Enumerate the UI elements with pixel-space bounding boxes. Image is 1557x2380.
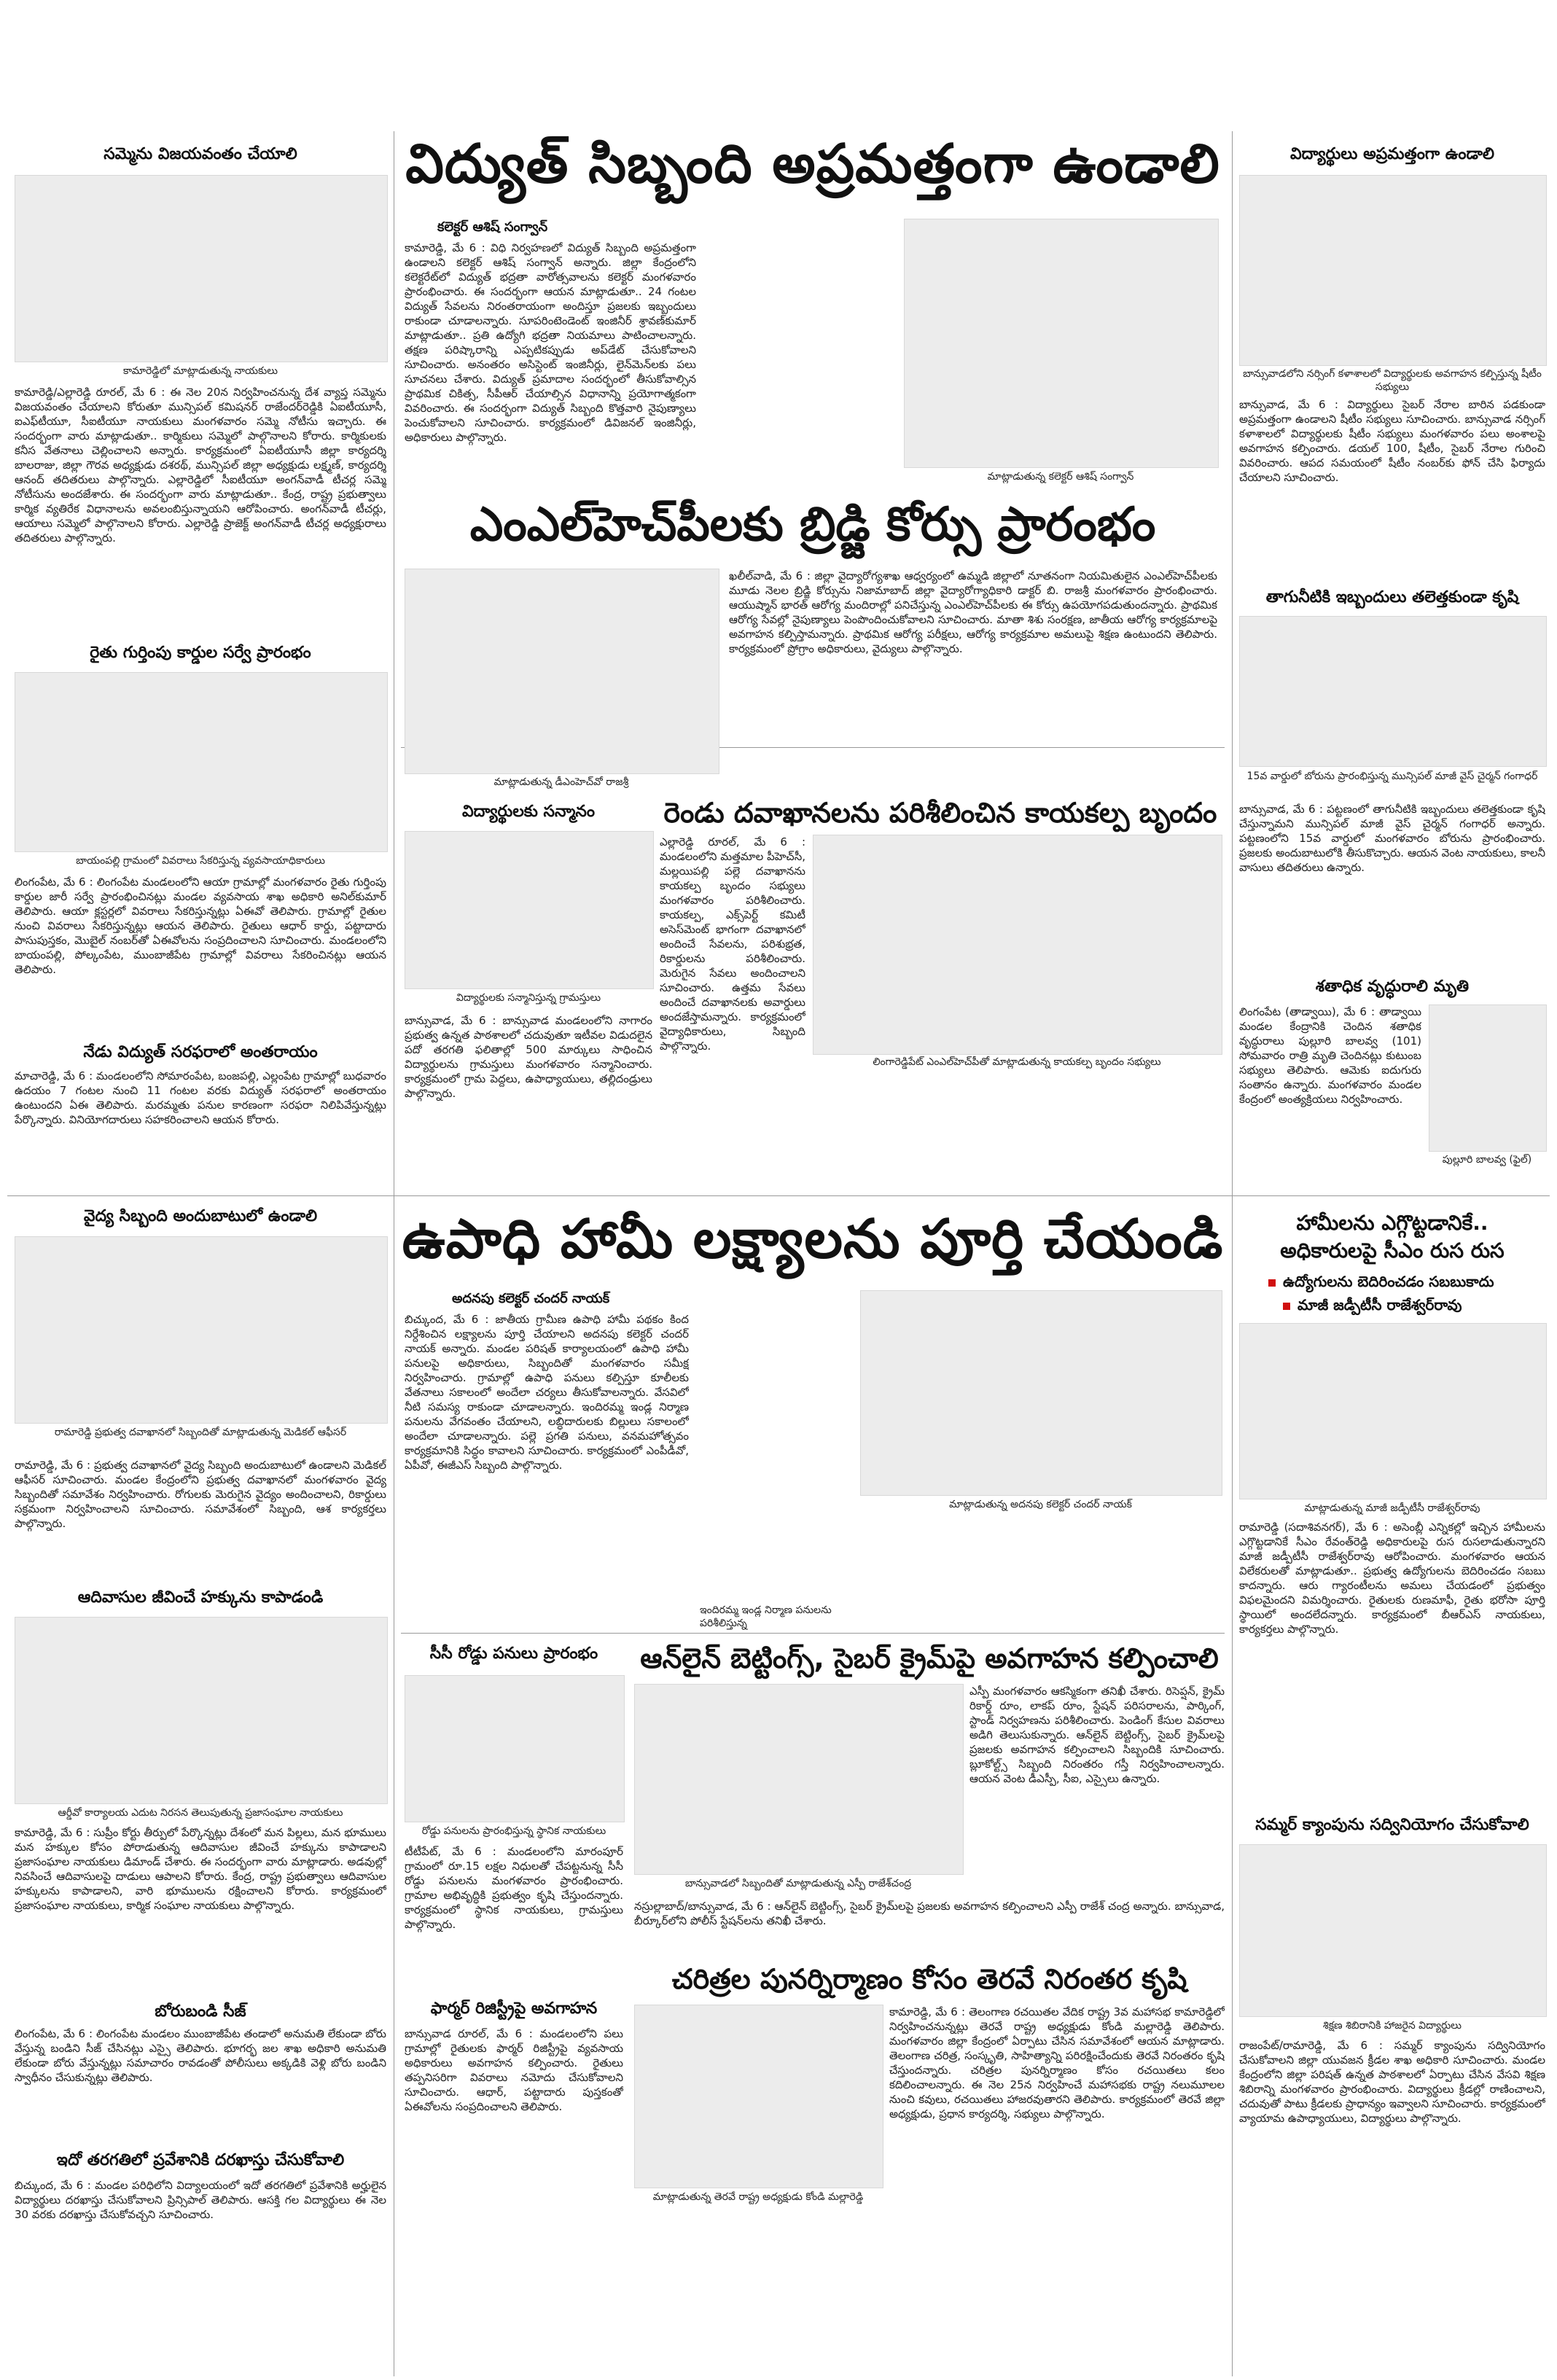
- farmer-registry-headline: ఫార్మర్ రిజిస్ట్రీపై అవగాహన: [430, 1999, 598, 2018]
- upadhi-byline: అదనపు కలెక్టర్ చందర్ నాయక్: [452, 1291, 610, 1306]
- cc-road-body: టీటీపేట్, మే 6 : మండలంలోని మారంపూర్ గ్రామంలో రూ.15 లక్షల నిధులతో చేపట్టనున్న సీసీ రోడ్డు పనులను మంగళవారం ప్రారంభించారు. గ్రామాల అభివృద్ధికి ప్రభుత్వం కృషి చేస్తుందన్నారు. కార్యక్రమంలో స్థానిక నాయకులు, గ్రామస్తులు పాల్గొన్నారు.: [405, 1845, 623, 1931]
- right-headline-3: శతాధిక వృద్ధురాలి మృతి: [1315, 978, 1470, 996]
- caption-adivasi: ఆర్డీవో కార్యాలయ ఎదుట నిరసన తెలుపుతున్న ప్రజాసంఘాల నాయకులు: [58, 1807, 343, 1819]
- online-betting-body: ఎస్పీ మంగళవారం ఆకస్మికంగా తనిఖీ చేశారు. రిసెప్షన్, క్రైమ్ రికార్డ్ రూం, లాకప్ రూం, స్టేషన్ పరిసరాలను, పార్కింగ్, స్టాండ్ నిర్వహణను పరిశీలించారు. పెండింగ్ కేసుల వివరాలు అడిగి తెలుసుకున్నారు. ఆన్‌లైన్ బెట్టింగ్స్, సైబర్ క్రైమ్‌లపై ప్రజలకు అవగాహన కల్పించాలని సిబ్బందికి సూచించారు. బ్లూకోల్ట్స్ సిబ్బంది నిరంతరం గస్తీ నిర్వహించాలన్నారు. ఆయన వెంట డీఎస్పీ, సీఐ, ఎస్సైలు ఉన్నారు.: [969, 1685, 1225, 1785]
- article-adivasi-body: కామారెడ్డి, మే 6 : సుప్రీం కోర్టు తీర్పులో పేర్కొన్నట్లు దేశంలో మన పిల్లలు, మన భూములు మన హక్కుల కోసం పోరాడుతున్న ఆదివాసుల జీవించే హక్కును కాపాడాలని ప్రజాసంఘాల నాయకులు డిమాండ్ చేశారు. ఈ సందర్భంగా వారు మాట్లాడారు. అడవుల్లో నివసించే ఆదివాసులపై దాడులు ఆపాలని కోరారు. కేంద్ర, రాష్ట్ర ప్రభుత్వాలు ఆదివాసుల హక్కులను కాపాడాలని, వారి భూములను రక్షించాలని కోరారు. కార్యక్రమంలో ప్రజాసంఘాల నాయకులు, కార్మిక సంఘాల నాయకులు పాల్గొన్నారు.: [15, 1826, 386, 1912]
- caption-ex-zptc: మాట్లాడుతున్న మాజీ జడ్పీటీసీ రాజేశ్వర్‌రావు: [1304, 1502, 1480, 1514]
- caption-cc-road: రోడ్డు పనులను ప్రారంభిస్తున్న స్థానిక నాయకులు: [421, 1825, 606, 1837]
- students-felicitation-body: బాన్సువాడ, మే 6 : బాన్సువాడ మండలంలోని నాగారం ప్రభుత్వ ఉన్నత పాఠశాలలో చదువుతూ ఇటీవల విడుదలైన పదో తరగతి ఫలితాల్లో 500 మార్కులు సాధించిన విద్యార్థులను గ్రామస్తులు మంగళవారం సన్మానించారు. కార్యక్రమంలో గ్రామ పెద్దలు, ఉపాధ్యాయులు, తల్లిదండ్రులు పాల్గొన్నారు.: [405, 1014, 652, 1100]
- main-headline: విద్యుత్ సిబ్బంది అప్రమత్తంగా ఉండాలి: [405, 133, 1220, 195]
- caption-dmho: మాట్లాడుతున్న డీఎంహెచ్‌వో రాజశ్రీ: [493, 776, 629, 788]
- caption-indiramma: ఇందిరమ్మ ఇండ్ల నిర్మాణ పనులను పరిశీలిస్తున్న: [700, 1604, 832, 1629]
- photo-adivasi-protest: [15, 1617, 388, 1804]
- column-rule: [1232, 131, 1233, 2376]
- photo-dmho: [405, 569, 719, 774]
- left-headline-3: నేడు విద్యుత్ సరఫరాలో అంతరాయం: [83, 1043, 318, 1061]
- photo-centenarian: [1429, 1004, 1547, 1152]
- photo-farmer-survey: [15, 672, 388, 852]
- history-body: కామారెడ్డి, మే 6 : తెలంగాణ రచయితల వేదిక రాష్ట్ర 3వ మహాసభ కామారెడ్డిలో నిర్వహించనున్నట్లు తెరవే రాష్ట్ర అధ్యక్షుడు కోండి మల్లారెడ్డి తెలిపారు. మంగళవారం జిల్లా కేంద్రంలో ఏర్పాటు చేసిన సమావేశంలో ఆయన మాట్లాడారు. తెలంగాణ చరిత్ర, సంస్కృతి, సాహిత్యాన్ని పరిరక్షించేందుకు తెరవే నిరంతరం కృషి చేస్తుందన్నారు. చరిత్రల పునర్నిర్మాణం కోసం రచయితలు కలం కదిలించాలన్నారు. ఈ నెల 25న నిర్వహించే మహాసభకు రాష్ట్ర నలుమూలల నుంచి కవులు, రచయితలు హాజరవుతారని తెలిపారు. కార్యక్రమంలో తెరవే జిల్లా అధ్యక్షుడు, ప్రధాన కార్యదర్శి, సభ్యులు పాల్గొన్నారు.: [889, 2005, 1225, 2120]
- upadhi-body: బిచ్కుంద, మే 6 : జాతీయ గ్రామీణ ఉపాధి హామీ పథకం కింద నిర్దేశించిన లక్ష్యాలను పూర్తి చేయాలని అదనపు కలెక్టర్ చందర్ నాయక్ అన్నారు. మండల పరిషత్ కార్యాలయంలో ఉపాధి హామీ పనులపై అధికారులు, సిబ్బందితో మంగళవారం సమీక్ష నిర్వహించారు. గ్రామాల్లో ఉపాధి పనులు కల్పిస్తూ కూలీలకు వేతనాలు సకాలంలో అందేలా చర్యలు తీసుకోవాలన్నారు. వేసవిలో నీటి సమస్య రాకుండా చూడాలన్నారు. ఇందిరమ్మ ఇండ్ల నిర్మాణ పనులను వేగవంతం చేయాలని, లబ్ధిదారులకు బిల్లులు సకాలంలో అందేలా చూడాలన్నారు. పల్లె ప్రగతి పనులు, వనమహోత్సవం కార్యక్రమానికి సిద్ధం కావాలని సూచించారు. కార్యక్రమంలో ఎంపీడీవో, ఏపీవో, ఈజీఎస్ సిబ్బంది పాల్గొన్నారు.: [405, 1313, 689, 1472]
- caption-borewell: 15వ వార్డులో బోరును ప్రారంభిస్తున్న మున్సిపల్ మాజీ వైస్ చైర్మన్ గంగాధర్: [1246, 770, 1538, 782]
- caption-students-felicitation: విద్యార్థులకు సన్మానిస్తున్న గ్రామస్తులు: [456, 992, 601, 1004]
- history-headline: చరిత్రల పునర్నిర్మాణం కోసం తెరవే నిరంతర కృషి: [671, 1963, 1187, 1995]
- caption-centenarian: పుల్లూరి బాలవ్వ (ఫైల్): [1442, 1154, 1532, 1166]
- caption-collector: మాట్లాడుతున్న కలెక్టర్ ఆశిష్ సంగ్వాన్: [987, 471, 1134, 483]
- caption-addl-collector: మాట్లాడుతున్న అదనపు కలెక్టర్ చందర్ నాయక్: [949, 1499, 1132, 1510]
- summer-camp-headline: సమ్మర్ క్యాంపును సద్వినియోగం చేసుకోవాలి: [1255, 1816, 1529, 1834]
- caption-farmer-survey: బాయంపల్లి గ్రామంలో వివరాలు సేకరిస్తున్న వ్యవసాయాధికారులు: [76, 855, 325, 867]
- hamilu-bullet-2: మాజీ జడ్పీటీసీ రాజేశ్వర్‌రావు: [1283, 1295, 1545, 1315]
- left-headline-1: సమ్మెను విజయవంతం చేయాలి: [104, 145, 297, 163]
- left-headline-6: బోరుబండి సీజ్: [155, 2002, 246, 2021]
- photo-strike-notice: [15, 175, 388, 362]
- caption-terave: మాట్లాడుతున్న తెరవే రాష్ట్ర అధ్యక్షుడు కోండి మల్లారెడ్డి: [652, 2191, 864, 2203]
- left-headline-7: ఇదో తరగతిలో ప్రవేశానికి దరఖాస్తు చేసుకోవాలి: [56, 2151, 345, 2169]
- mlhp-article-body: ఖలీల్‌వాడి, మే 6 : జిల్లా వైద్యారోగ్యశాఖ ఆధ్వర్యంలో ఉమ్మడి జిల్లాలో నూతనంగా నియమితులైన ఎంఎల్‌హెచ్‌పీలకు మూడు నెలల బ్రిడ్జి కోర్సును నిజామాబాద్ జిల్లా వైద్యారోగ్యాధికారి డాక్టర్ బి. రాజశ్రీ మంగళవారం ప్రారంభించారు. ఆయుష్మాన్ భారత్ ఆరోగ్య మందిరాల్లో పనిచేస్తున్న ఎంఎల్‌హెచ్‌పీలకు ఈ కోర్సు ఉపయోగపడుతుందన్నారు. ప్రాథమిక ఆరోగ్య సేవల్లో నైపుణ్యాలు పెంపొందించుకోవాలని సూచించారు. మాతా శిశు సంరక్షణ, జాతీయ ఆరోగ్య కార్యక్రమాలపై అవగాహన కల్పిస్తామన్నారు. ప్రాథమిక ఆరోగ్య పరీక్షలు, ఆరోగ్య కార్యక్రమాల అమలుపై శిక్షణ ఉంటుందని తెలిపారు. కార్యక్రమంలో ప్రోగ్రాం అధికారులు, వైద్యులు పాల్గొన్నారు.: [729, 569, 1217, 655]
- left-headline-2: రైతు గుర్తింపు కార్డుల సర్వే ప్రారంభం: [90, 644, 311, 662]
- mlhp-headline: ఎంఎల్‌హెచ్‌పీలకు బ్రిడ్జి కోర్సు ప్రారంభం: [469, 498, 1156, 552]
- hamilu-headline-1: హామీలను ఎగ్గొట్టడానికే..: [1296, 1211, 1488, 1235]
- caption-strike: కామారెడ్డిలో మాట్లాడుతున్న నాయకులు: [123, 365, 278, 377]
- summer-camp-body: రాజంపేట్/రామారెడ్డి, మే 6 : సమ్మర్ క్యాంపును సద్వినియోగం చేసుకోవాలని జిల్లా యువజన క్రీడల శాఖ అధికారి సూచించారు. మండల కేంద్రంలోని జిల్లా పరిషత్ ఉన్నత పాఠశాలలో ఏర్పాటు చేసిన వేసవి శిక్షణ శిబిరాన్ని మంగళవారం ప్రారంభించారు. విద్యార్థులు క్రీడల్లో రాణించాలని, చదువుతో పాటు క్రీడలకు ప్రాధాన్యం ఇవ్వాలని సూచించారు. కార్యక్రమంలో వ్యాయామ ఉపాధ్యాయులు, విద్యార్థులు పాల్గొన్నారు.: [1239, 2039, 1545, 2125]
- main-byline: కలెక్టర్ ఆశిష్ సంగ్వాన్: [437, 219, 548, 235]
- right-headline-1: విద్యార్థులు అప్రమత్తంగా ఉండాలి: [1289, 145, 1495, 163]
- photo-collector: [904, 219, 1219, 468]
- photo-kayakalpa-team: [813, 835, 1222, 1055]
- she-team-body: బాన్సువాడ, మే 6 : విద్యార్థులు సైబర్ నేరాల బారిన పడకుండా అప్రమత్తంగా ఉండాలని షీటీం సభ్యులు సూచించారు. బాన్సువాడ నర్సింగ్ కళాశాలలో విద్యార్థులకు షీటీం సభ్యులు మంగళవారం పలు అంశాలపై అవగాహన కల్పించారు. డయల్ 100, షీటీం, సైబర్ నేరాల గురించి వివరించారు. ఆపద సమయంలో షీటీం నంబర్‌కు ఫోన్ చేసి ఫిర్యాదు చేయాలని సూచించారు.: [1239, 398, 1545, 484]
- section-rule: [7, 1195, 1550, 1196]
- upadhi-headline: ఉపాధి హామీ లక్ష్యాలను పూర్తి చేయండి: [402, 1208, 1224, 1271]
- caption-she-team: బాన్సువాడలోని నర్సింగ్ కళాశాలలో విద్యార్థులకు అవగాహన కల్పిస్తున్న షీటీం సభ్యులు: [1243, 368, 1542, 393]
- online-betting-headline: ఆన్‌లైన్ బెట్టింగ్స్, సైబర్ క్రైమ్‌పై అవగాహన కల్పించాలి: [640, 1642, 1219, 1674]
- caption-kayakalpa: లింగారెడ్డిపేట్ ఎంఎల్‌హెచ్‌పీతో మాట్లాడుతున్న కాయకల్ప బృందం సభ్యులు: [873, 1056, 1161, 1068]
- photo-terave: [634, 2005, 883, 2188]
- article-bore-seize-body: లింగంపేట, మే 6 : లింగంపేట మండలం ముంబాజీపేట తండాలో అనుమతి లేకుండా బోరు వేస్తున్న బండిని సీజ్ చేసినట్లు ఎస్సై తెలిపారు. భూగర్భ జల శాఖ అధికారి అనుమతి లేకుండా బోరు వేస్తున్నట్లు సమాచారం రావడంతో పోలీసులు అక్కడికి వెళ్లి బోరు బండిని స్వాధీనం చేసుకున్నట్లు తెలిపారు.: [15, 2027, 386, 2084]
- kayakalpa-body: ఎల్లారెడ్డి రూరల్, మే 6 : మండలంలోని మత్తమాల పీహెచ్‌సీ, మల్లయిపల్లి పల్లె దవాఖానను కాయకల్ప బృందం సభ్యులు మంగళవారం పరిశీలించారు. కాయకల్ప, ఎక్స్‌పెర్ట్ కమిటీ అసెస్‌మెంట్ భాగంగా దవాఖానలో అందించే సేవలను, పరిశుభ్రత, రికార్డులను పరిశీలించారు. మెరుగైన సేవలు అందించాలని సూచించారు. ఉత్తమ సేవలు అందించే దవాఖానలకు అవార్డులు అందజేస్తామన్నారు. కార్యక్రమంలో వైద్యాధికారులు, సిబ్బంది పాల్గొన్నారు.: [660, 835, 805, 1053]
- article-farmer-survey-body: లింగంపేట, మే 6 : లింగంపేట మండలంలోని ఆయా గ్రామాల్లో మంగళవారం రైతు గుర్తింపు కార్డుల జారీ సర్వే ప్రారంభించినట్లు మండల వ్యవసాయ శాఖ అధికారి అనిల్‌కుమార్ తెలిపారు. ఆయా క్లస్టర్లలో వివరాలు సేకరిస్తున్నట్లు ఏఈవో తెలిపారు. గ్రామాల్లో రైతుల నుంచి వివరాలు సేకరిస్తున్నట్లు ఆయన తెలిపారు. రైతులు ఆధార్ కార్డు, పట్టాదారు పాసుపుస్తకం, మొబైల్ నంబర్‌తో ఏఈవోలను సంప్రదించాలని సూచించారు. మండలంలోని బాయంపల్లి, పోల్కంపేట, ముంబాజీపేట గ్రామాల్లో వివరాలు సేకరించినట్లు ఆయన తెలిపారు.: [15, 875, 386, 976]
- caption-hospital: రామారెడ్డి ప్రభుత్వ దవాఖానలో సిబ్బందితో మాట్లాడుతున్న మెడికల్ ఆఫీసర్: [54, 1427, 347, 1438]
- photo-students-felicitation: [405, 831, 654, 989]
- hamilu-headline-2: అధికారులపై సీఎం రుస రుస: [1280, 1238, 1505, 1263]
- hamilu-bullet-1: ఉద్యోగులను బెదిరించడం సబబుకాదు: [1268, 1271, 1545, 1292]
- main-article-body: కామారెడ్డి, మే 6 : విధి నిర్వహణలో విద్యుత్ సిబ్బంది అప్రమత్తంగా ఉండాలని కలెక్టర్ ఆశిష్ సంగ్వాన్ అన్నారు. జిల్లా కేంద్రంలోని కలెక్టరేట్‌లో విద్యుత్ భద్రతా వారోత్సవాలను కలెక్టర్ మంగళవారం ప్రారంభించారు. ఈ సందర్భంగా ఆయన మాట్లాడుతూ.. 24 గంటల విద్యుత్ సేవలను నిరంతరాయంగా అందిస్తూ ప్రజలకు ఇబ్బందులు రాకుండా చూడాలన్నారు. సూపరింటెండెంట్ ఇంజినీర్ శ్రావణ్‌కుమార్ మాట్లాడుతూ.. ప్రతి ఉద్యోగి భద్రతా నియమాలు పాటించాలన్నారు. తక్షణ పరిష్కారాన్ని ఎప్పటికప్పుడు అప్‌డేట్ చేసుకోవాలని సూచించారు. అనంతరం అసిస్టెంట్ ఇంజినీర్లు, లైన్‌మెన్‌లకు పలు సూచనలు చేశారు. విద్యుత్ ప్రమాదాల సందర్భంలో తీసుకోవాల్సిన ప్రాథమిక చికిత్స, సీపీఆర్ చేయాల్సిన విధానాన్ని ప్రయోగాత్మకంగా వివరించారు. ఈ సందర్భంగా విద్యుత్ సిబ్బంది కొత్తవారి నైపుణ్యాలు పెంచుకోవాలని సూచించారు. కార్యక్రమంలో డివిజనల్ ఇంజినీర్లు, అధికారులు పాల్గొన్నారు.: [405, 241, 696, 444]
- photo-she-team: [1239, 175, 1547, 366]
- article-strike-body: కామారెడ్డి/ఎల్లారెడ్డి రూరల్, మే 6 : ఈ నెల 20న నిర్వహించనున్న దేశ వ్యాప్త సమ్మెను విజయవంతం చేయాలని కోరుతూ మున్సిపల్ కమిషనర్ రాజేందర్‌రెడ్డికి ఏఐటీయూసీ, ఐఎఫ్‌టీయూ, సీఐటీయూ నాయకులు మంగళవారం సమ్మె నోటీసు ఇచ్చారు. ఈ సందర్భంగా వారు మాట్లాడుతూ.. కార్మికులు సమ్మెలో పాల్గొనాలని కోరారు. కార్మికులకు కనీస వేతనాలు చెల్లించాలని అన్నారు. కార్యక్రమంలో ఏఐటీయూసీ జిల్లా కార్యదర్శి బాలరాజు, జిల్లా గౌరవ అధ్యక్షుడు దశరథ్, మున్సిపల్ జిల్లా అధ్యక్షుడు లక్ష్మణ్, కార్యదర్శి ఆనంద్ తదితరులు పాల్గొన్నారు. ఎల్లారెడ్డిలో సీఐటీయూ అంగన్‌వాడీ టీచర్ల సమ్మె నోటీసును అందజేశారు. ఈ సందర్భంగా వారు మాట్లాడుతూ.. కేంద్ర, రాష్ట్ర ప్రభుత్వాలు కార్మిక వ్యతిరేక విధానాలను అవలంబిస్తున్నాయని ఆరోపించారు. అంగన్‌వాడీ టీచర్లు, ఆయాలు సమ్మెలో పాల్గొనాలని కోరారు. ఎల్లారెడ్డి ప్రాజెక్ట్ అంగన్‌వాడీ టీచర్ల అధ్యక్షురాలు తదితరులు పాల్గొన్నారు.: [15, 386, 386, 545]
- article-power-cut-body: మాచారెడ్డి, మే 6 : మండలంలోని సోమారంపేట, బంజపల్లి, ఎల్లంపేట గ్రామాల్లో బుధవారం ఉదయం 7 గంటల నుంచి 11 గంటల వరకు విద్యుత్ సరఫరాలో అంతరాయం ఉంటుందని ఏఈ తెలిపారు. మరమ్మతు పనుల కారణంగా సరఫరా నిలిపివేస్తున్నట్లు పేర్కొన్నారు. వినియోగదారులు సహకరించాలని ఆయన కోరారు.: [15, 1069, 386, 1126]
- photo-sp-station: [634, 1684, 964, 1875]
- online-betting-body-2: నస్రుల్లాబాద్/బాన్సువాడ, మే 6 : ఆన్‌లైన్ బెట్టింగ్స్, సైబర్ క్రైమ్‌లపై ప్రజలకు అవగాహన కల్పించాలని ఎస్పీ రాజేశ్ చంద్ర అన్నారు. బాన్సువాడ, బీర్కూర్‌లోని పోలీస్ స్టేషన్‌లను తనిఖీ చేశారు.: [634, 1900, 1225, 1927]
- right-headline-2: తాగునీటికి ఇబ్బందులు తలెత్తకుండా కృషి: [1265, 588, 1519, 606]
- kayakalpa-headline: రెండు దవాఖానలను పరిశీలించిన కాయకల్ప బృందం: [663, 797, 1217, 829]
- photo-cc-road: [405, 1675, 625, 1822]
- article-hospital-body: రామారెడ్డి, మే 6 : ప్రభుత్వ దవాఖానలో వైద్య సిబ్బంది అందుబాటులో ఉండాలని మెడికల్ ఆఫీసర్ సూచించారు. మండల కేంద్రంలోని ప్రభుత్వ దవాఖానలో మంగళవారం వైద్య సిబ్బందితో సమావేశం నిర్వహించారు. రోగులకు మెరుగైన వైద్యం అందించాలని, రికార్డులు సక్రమంగా నిర్వహించాలని సూచించారు. సమావేశంలో సిబ్బంది, ఆశ కార్యకర్తలు పాల్గొన్నారు.: [15, 1459, 386, 1530]
- students-felicitation-headline: విద్యార్థులకు సన్మానం: [461, 803, 596, 821]
- photo-addl-collector: [860, 1290, 1222, 1496]
- caption-summer-camp: శిక్షణ శిబిరానికి హాజరైన విద్యార్థులు: [1323, 2020, 1462, 2032]
- article-admission-body: బిచ్కుంద, మే 6 : మండల పరిధిలోని విద్యాలయంలో ఇదో తరగతిలో ప్రవేశానికి అర్హులైన విద్యార్థులు దరఖాస్తు చేసుకోవాలని ప్రిన్సిపాల్ తెలిపారు. ఆసక్తి గల విద్యార్థులు ఈ నెల 30 వరకు దరఖాస్తు చేసుకోవచ్చని సూచించారు.: [15, 2179, 386, 2221]
- cc-road-headline: సీసీ రోడ్డు పనులు ప్రారంభం: [429, 1644, 598, 1663]
- section-rule: [401, 1633, 1225, 1634]
- caption-sp-station: బాన్సువాడలో సిబ్బందితో మాట్లాడుతున్న ఎస్పీ రాజేశ్‌చంద్ర: [684, 1878, 912, 1889]
- left-headline-5: ఆదివాసుల జీవించే హక్కును కాపాడండి: [77, 1588, 324, 1607]
- left-headline-4: వైద్య సిబ్బంది అందుబాటులో ఉండాలి: [83, 1207, 318, 1225]
- photo-summer-camp: [1239, 1844, 1547, 2017]
- farmer-registry-body: బాన్సువాడ రూరల్, మే 6 : మండలంలోని పలు గ్రామాల్లో రైతులకు ఫార్మర్ రిజిస్ట్రీపై వ్యవసాయ అధికారులు అవగాహన కల్పించారు. రైతులు తప్పనిసరిగా వివరాలు నమోదు చేసుకోవాలని సూచించారు. ఆధార్, పట్టాదారు పుస్తకంతో ఏఈవోలను సంప్రదించాలని తెలిపారు.: [405, 2027, 623, 2113]
- hamilu-body: రామారెడ్డి (సదాశివనగర్), మే 6 : అసెంబ్లీ ఎన్నికల్లో ఇచ్చిన హామీలను ఎగ్గొట్టడానికే సీఎం రేవంత్‌రెడ్డి అధికారులపై రుస రుసలాడుతున్నారని మాజీ జడ్పీటీసీ రాజేశ్వర్‌రావు ఆరోపించారు. మంగళవారం ఆయన విలేకరులతో మాట్లాడుతూ.. ప్రభుత్వ ఉద్యోగులను బెదిరించడం సబబు కాదన్నారు. ఆరు గ్యారంటీలను అమలు చేయడంలో ప్రభుత్వం విఫలమైందని విమర్శించారు. రైతులకు రుణమాఫీ, రైతు భరోసా పూర్తి స్థాయిలో అందలేదన్నారు. కార్యక్రమంలో బీఆర్ఎస్ నాయకులు, కార్యకర్తలు పాల్గొన్నారు.: [1239, 1521, 1545, 1636]
- photo-hospital-staff: [15, 1236, 388, 1424]
- photo-borewell: [1239, 616, 1547, 767]
- centenarian-body: లింగంపేట (తాడ్వాయి), మే 6 : తాడ్వాయి మండల కేంద్రానికి చెందిన శతాధిక వృద్ధురాలు పుల్లూరి బాలవ్వ (101) సోమవారం రాత్రి మృతి చెందినట్లు కుటుంబ సభ్యులు తెలిపారు. ఆమెకు ఐదుగురు సంతానం ఉన్నారు. మంగళవారం మండల కేంద్రంలో అంత్యక్రియలు నిర్వహించారు.: [1239, 1005, 1421, 1106]
- borewell-body: బాన్సువాడ, మే 6 : పట్టణంలో తాగునీటికి ఇబ్బందులు తలెత్తకుండా కృషి చేస్తున్నామని మున్సిపల్ మాజీ వైస్ చైర్మన్ గంగాధర్ అన్నారు. పట్టణంలోని 15వ వార్డులో మంగళవారం బోరును ప్రారంభించారు. ప్రజలకు అందుబాటులోకి తీసుకొచ్చారు. ఆయన వెంట నాయకులు, కాలనీ వాసులు తదితరులు ఉన్నారు.: [1239, 803, 1545, 874]
- photo-ex-zptc: [1239, 1323, 1547, 1499]
